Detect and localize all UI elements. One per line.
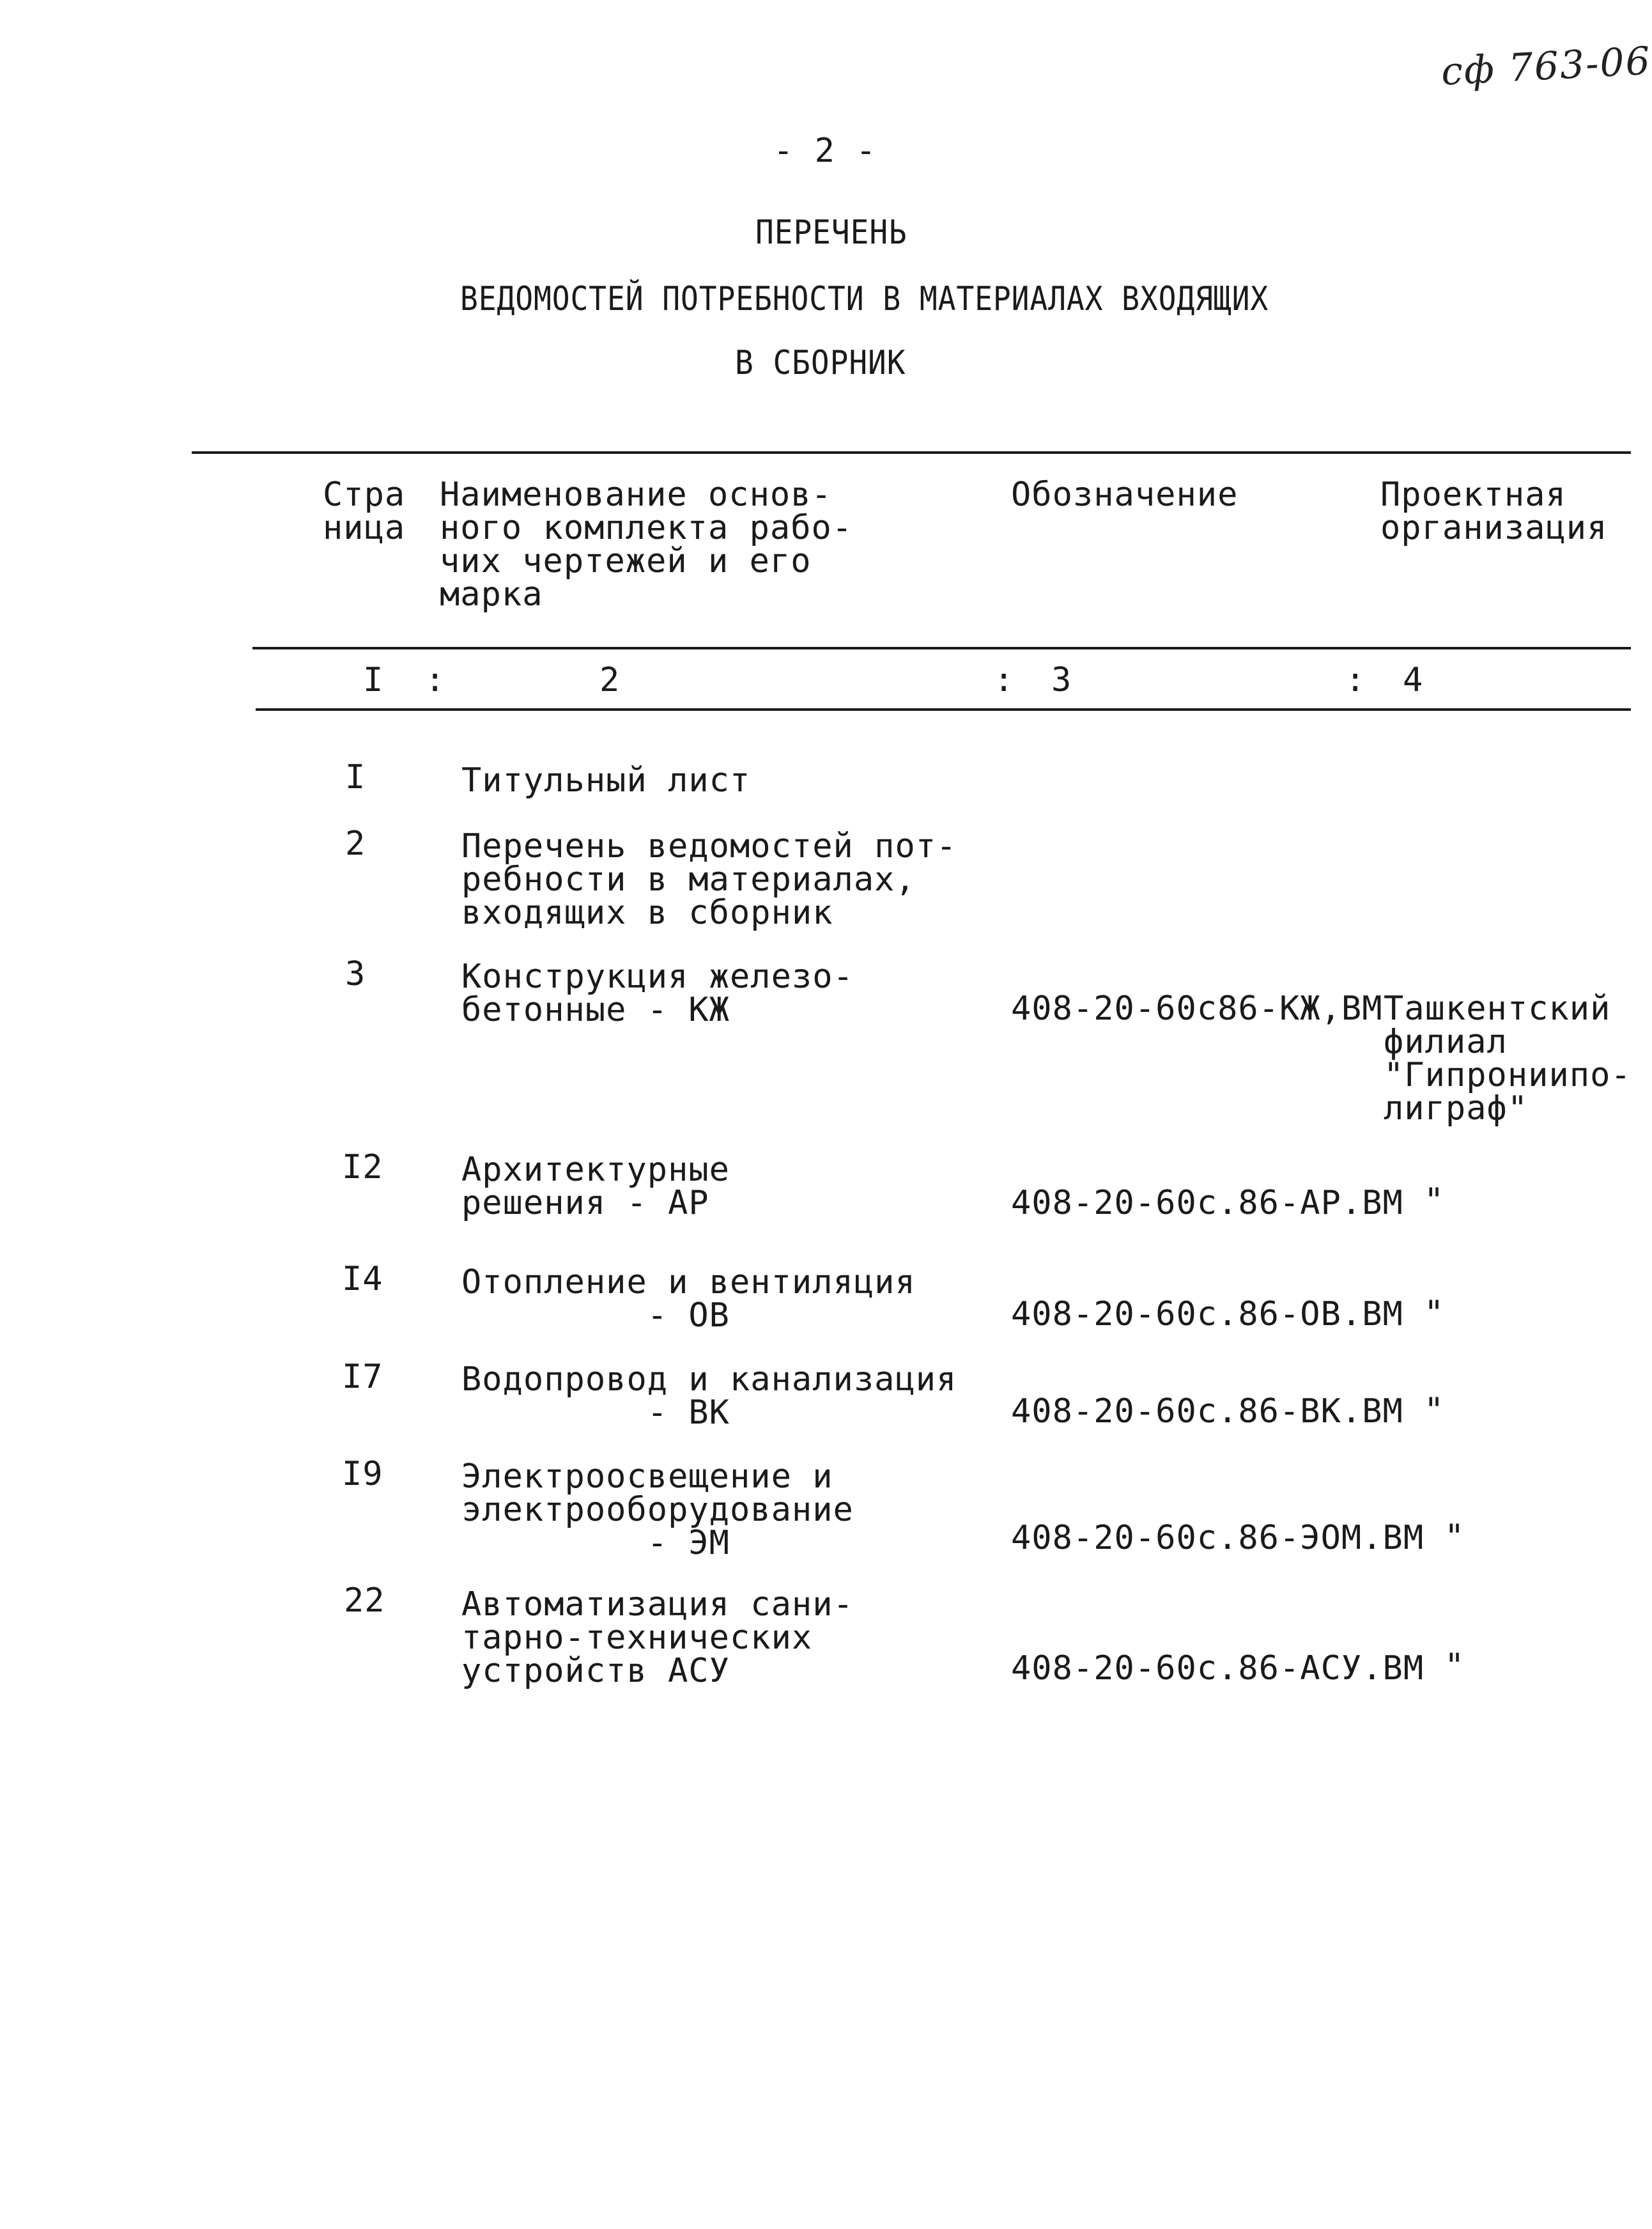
column-number-1: I	[363, 661, 384, 699]
page-number: - 2 -	[773, 132, 877, 170]
row-page-number: I	[345, 758, 366, 796]
column-separator: :	[1345, 661, 1366, 699]
row-organization: "	[1424, 1294, 1445, 1332]
column-number-2: 2	[599, 661, 621, 699]
row-designation: 408-20-60с.86-ВК.ВМ	[1011, 1392, 1403, 1431]
title-line-3: В СБОРНИК	[735, 344, 906, 382]
row-page-number: I4	[342, 1260, 383, 1298]
header-divider-rule	[252, 647, 1631, 649]
row-page-number: I7	[342, 1358, 383, 1396]
row-name: Титульный лист	[461, 761, 751, 800]
column-numbers-rule	[256, 708, 1631, 711]
row-name: Водопровод и канализация - ВК	[461, 1360, 957, 1432]
title-line-1: ПЕРЕЧЕНЬ	[755, 214, 907, 252]
row-page-number: 3	[345, 955, 366, 993]
row-organization: Ташкентский филиал "Гипрониипо- лиграф"	[1384, 990, 1632, 1128]
row-organization: "	[1424, 1181, 1445, 1220]
row-name: Архитектурные решения - АР	[461, 1151, 730, 1222]
row-designation: 408-20-60с.86-ЭОМ.ВМ	[1011, 1519, 1424, 1557]
handwritten-stamp: сф 763-06	[1440, 38, 1652, 95]
column-number-3: 3	[1051, 661, 1072, 699]
title-line-2: ВЕДОМОСТЕЙ ПОТРЕБНОСТИ В МАТЕРИАЛАХ ВХОДЯЩИХ	[460, 280, 1269, 318]
header-name: Наименование основ- ного комплекта рабо- чих чертежей и его марка	[440, 476, 853, 614]
row-designation: 408-20-60с86-КЖ,ВМ	[1011, 990, 1383, 1028]
row-designation: 408-20-60с.86-АР.ВМ	[1011, 1184, 1403, 1222]
row-name: Конструкция железо- бетонные - КЖ	[461, 958, 854, 1029]
row-organization: "	[1424, 1391, 1445, 1429]
row-name: Перечень ведомостей пот- ребности в материалах, входящих в сборник	[461, 827, 957, 932]
column-separator: :	[994, 661, 1015, 699]
row-organization: "	[1444, 1647, 1465, 1685]
header-page: Стра ница	[323, 476, 406, 547]
row-page-number: I9	[342, 1455, 383, 1493]
row-name: Отопление и вентиляция - ОВ	[461, 1263, 916, 1335]
column-separator: :	[425, 661, 446, 699]
header-organization: Проектная организация	[1380, 476, 1608, 547]
table-top-rule	[192, 451, 1631, 454]
row-page-number: I2	[342, 1148, 383, 1186]
row-page-number: 2	[345, 825, 366, 863]
row-designation: 408-20-60с.86-ОВ.ВМ	[1011, 1295, 1403, 1333]
row-name: Автоматизация сани- тарно-технических устройств АСУ	[461, 1585, 854, 1690]
column-number-4: 4	[1403, 661, 1424, 699]
header-designation: Обозначение	[1011, 476, 1239, 514]
row-designation: 408-20-60с.86-АСУ.ВМ	[1011, 1649, 1424, 1688]
row-name: Электроосвещение и электрооборудование - ЭМ	[461, 1457, 854, 1562]
row-organization: "	[1444, 1518, 1465, 1556]
row-page-number: 22	[344, 1581, 385, 1620]
